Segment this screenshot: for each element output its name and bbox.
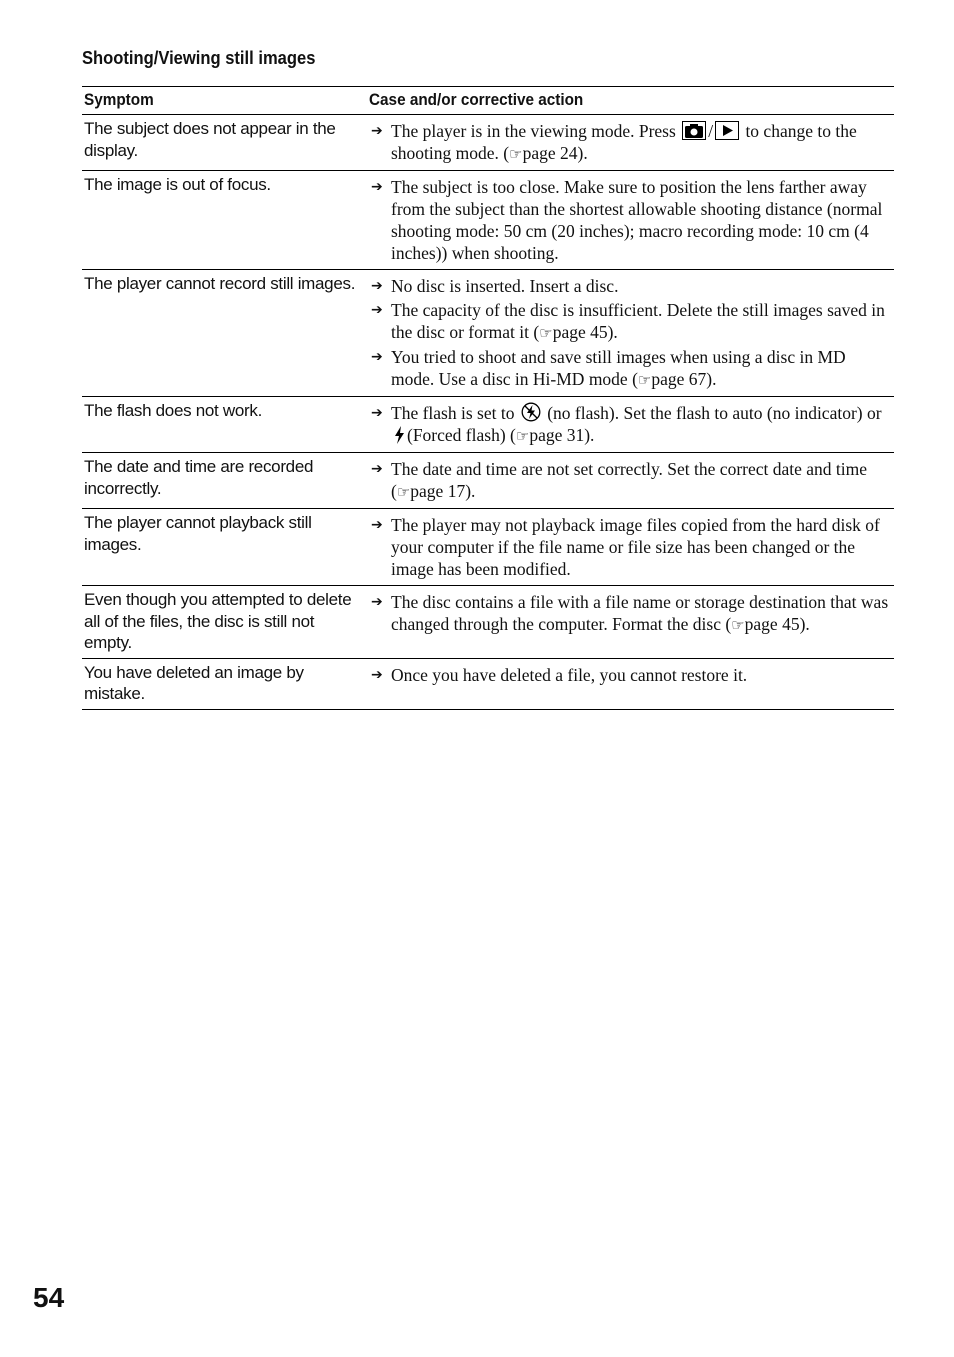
action-item	[369, 176, 890, 264]
symptom-text: The player cannot record still images.	[84, 274, 356, 293]
action-text: The capacity of the disc is insufficient. Delete the still images saved in the disc or format it (	[391, 300, 885, 342]
table-header-row	[82, 87, 894, 115]
action-text: The subject is too close. Make sure to position the lens farther away from the subject than the shortest allowable shooting distance (normal shooting mode: 50 cm (20 inches); macro recording mode: 10 cm (4 inches)) when shooting.	[391, 177, 883, 263]
arrow-right-icon: ➔	[371, 123, 383, 139]
action-cell	[367, 509, 894, 586]
action-text: No disc is inserted. Insert a disc.	[391, 276, 619, 296]
column-header-symptom	[82, 87, 367, 115]
action-item	[369, 458, 890, 503]
symptom-text: The flash does not work.	[84, 401, 263, 420]
action-cell	[367, 270, 894, 397]
action-item	[369, 591, 890, 636]
table-row	[82, 171, 894, 270]
symptom-cell	[82, 586, 367, 659]
symptom-cell	[82, 509, 367, 586]
action-text: to change to the shooting mode. (	[391, 121, 857, 163]
pointing-hand-icon: ☞	[637, 371, 652, 389]
symptom-cell	[82, 115, 367, 171]
action-cell	[367, 586, 894, 659]
action-text: page 45).	[744, 614, 810, 634]
action-text: page 67).	[651, 369, 717, 389]
action-item	[369, 275, 890, 297]
action-item	[369, 514, 890, 580]
symptom-text: The image is out of focus.	[84, 175, 271, 194]
symptom-cell	[82, 171, 367, 270]
action-item	[369, 120, 890, 165]
action-item	[369, 299, 890, 344]
symptom-text: The player cannot playback still images.	[84, 513, 312, 554]
symptom-cell	[82, 397, 367, 453]
action-text: Once you have deleted a file, you cannot restore it.	[391, 664, 748, 685]
arrow-right-icon: ➔	[371, 405, 383, 421]
action-text: (Forced flash) (	[407, 425, 516, 445]
action-item	[369, 402, 890, 447]
action-text: page 45).	[552, 322, 618, 342]
pointing-hand-icon: ☞	[396, 483, 411, 501]
no-flash-icon	[521, 402, 541, 422]
action-text: page 31).	[529, 425, 595, 445]
arrow-right-icon: ➔	[371, 461, 383, 477]
symptom-text: The date and time are recorded incorrectly.	[84, 457, 314, 498]
table-row	[82, 397, 894, 453]
symptom-cell	[82, 453, 367, 509]
action-cell	[367, 171, 894, 270]
arrow-right-icon: ➔	[371, 302, 383, 318]
arrow-right-icon: ➔	[371, 594, 383, 610]
symptom-cell	[82, 658, 367, 709]
arrow-right-icon: ➔	[371, 349, 383, 365]
action-cell	[367, 397, 894, 453]
action-text: The player may not playback image files copied from the hard disk of your computer if the file name or file size has been changed or the image has been modified.	[391, 515, 880, 579]
action-cell	[367, 658, 894, 709]
action-text: You tried to shoot and save still images when using a disc in MD mode. Use a disc in Hi-MD mode (	[391, 347, 846, 389]
action-item	[369, 664, 890, 686]
action-cell	[367, 115, 894, 171]
symptom-text: You have deleted an image by mistake.	[84, 662, 304, 703]
column-header-label: Symptom	[84, 90, 154, 109]
table-row	[82, 115, 894, 171]
section-title: Shooting/Viewing still images	[82, 48, 316, 68]
troubleshooting-table	[82, 86, 894, 710]
action-text: page 17).	[410, 481, 476, 501]
page-number: 54	[33, 1282, 65, 1313]
arrow-right-icon: ➔	[371, 666, 383, 683]
action-text: (no flash). Set the flash to auto (no indicator) or	[542, 403, 882, 423]
action-cell	[367, 453, 894, 509]
action-text: The flash is set to	[391, 403, 519, 423]
action-text: The disc contains a file with a file name or storage destination that was changed through the computer. Format the disc (	[391, 592, 889, 634]
table-row	[82, 586, 894, 659]
table-row	[82, 658, 894, 709]
camera-icon	[682, 121, 706, 140]
action-text: page 24).	[522, 143, 588, 163]
pointing-hand-icon: ☞	[731, 616, 745, 634]
action-text: The date and time are not set correctly. Set the correct date and time (	[391, 459, 868, 501]
play-icon	[715, 121, 739, 140]
arrow-right-icon: ➔	[371, 517, 383, 533]
pointing-hand-icon: ☞	[539, 324, 553, 342]
column-header-label: Case and/or corrective action	[369, 90, 584, 109]
symptom-text: Even though you attempted to delete all of the files, the disc is still not empty.	[84, 590, 352, 652]
symptom-cell	[82, 270, 367, 397]
table-row	[82, 509, 894, 586]
pointing-hand-icon: ☞	[509, 145, 523, 163]
column-header-action	[367, 87, 894, 115]
symptom-text: The subject does not appear in the display.	[84, 119, 336, 160]
action-item	[369, 346, 890, 391]
flash-icon	[393, 426, 405, 444]
action-text: The player is in the viewing mode. Press	[391, 121, 681, 141]
pointing-hand-icon: ☞	[515, 427, 530, 445]
table-row	[82, 453, 894, 509]
action-text: /	[708, 121, 714, 141]
arrow-right-icon: ➔	[371, 179, 383, 195]
arrow-right-icon: ➔	[371, 278, 383, 294]
table-row	[82, 270, 894, 397]
